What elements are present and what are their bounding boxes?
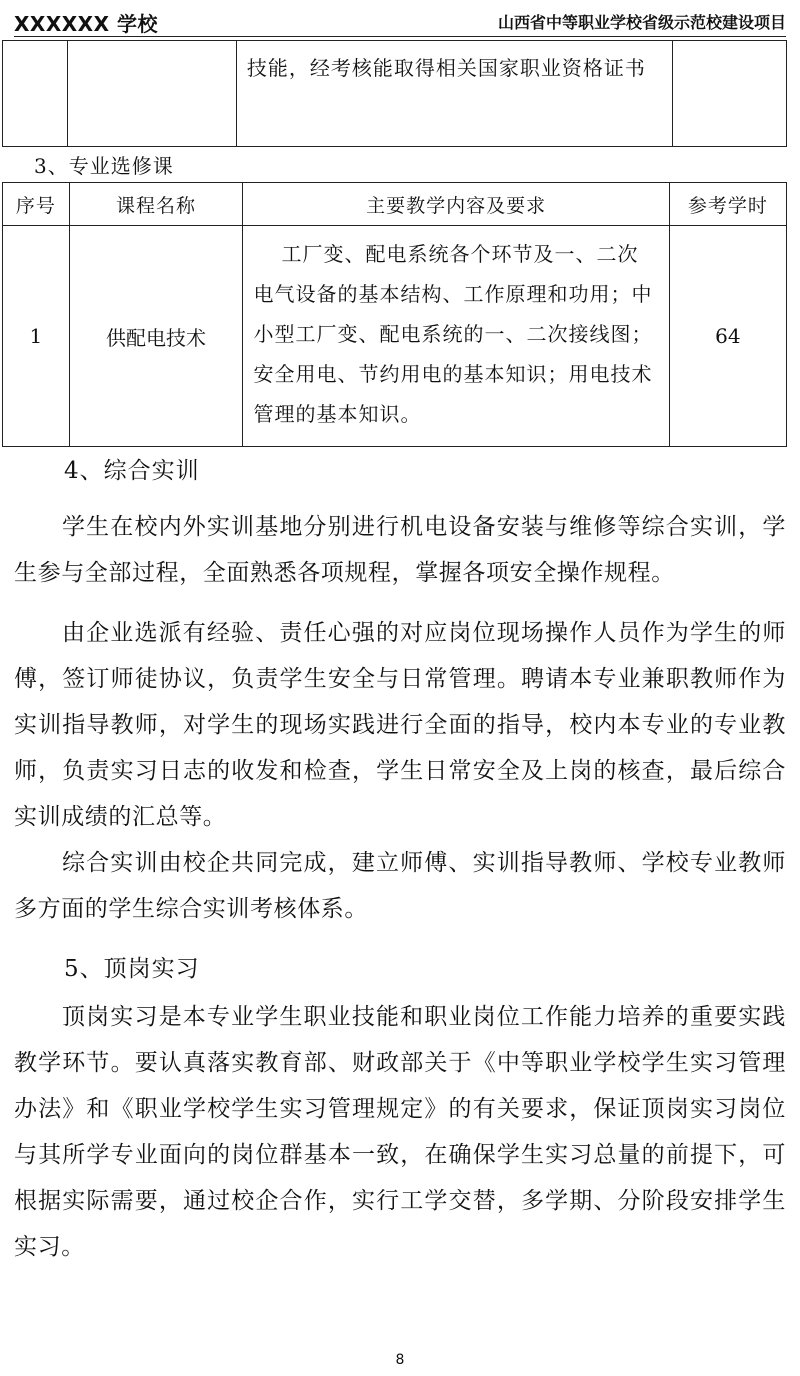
paragraph: 综合实训由校企共同完成，建立师傅、实训指导教师、学校专业教师多方面的学生综合实训考核体系。 (14, 850, 786, 922)
section-4-title: 4、综合实训 (64, 458, 200, 484)
col-header-name: 课程名称 (69, 183, 243, 226)
name-cell: 供配电技术 (69, 226, 243, 447)
index-cell (3, 41, 68, 147)
table-header-row (3, 183, 787, 226)
school-name: XXXXXX 学校 (14, 12, 158, 36)
paragraph: 由企业选派有经验、责任心强的对应岗位现场操作人员作为学生的师傅，签订师徒协议，负责学生安全与日常管理。聘请本专业兼职教师作为实训指导教师，对学生的现场实践进行全面的指导，校内本专业的专业教师，负责实习日志的收发和检查，学生日常安全及上岗的核查，最后综合实训成绩的汇总等。 (14, 620, 786, 830)
continued-course-table (2, 40, 787, 147)
hours-cell (672, 41, 786, 147)
section-5-title: 5、顶岗实习 (64, 956, 200, 982)
col-header-index: 序号 (3, 183, 70, 226)
name-cell (67, 41, 236, 147)
content-text: 工厂变、配电系统各个环节及一、二次电气设备的基本结构、工作原理和功用；中小型工厂变、配电系统的一、二次接线图；安全用电、节约用电的基本知识；用电技术管理的基本知识。 (253, 242, 653, 426)
page-header (14, 6, 786, 37)
hours-cell: 64 (669, 226, 786, 447)
electives-table (2, 182, 787, 447)
page-number: 8 (395, 1352, 405, 1368)
content-cell: 技能，经考核能取得相关国家职业资格证书 (236, 41, 672, 147)
col-header-content: 主要教学内容及要求 (243, 183, 669, 226)
section-3-title: 3、专业选修课 (34, 154, 174, 178)
paragraph: 顶岗实习是本专业学生职业技能和职业岗位工作能力培养的重要实践教学环节。要认真落实教育部、财政部关于《中等职业学校学生实习管理办法》和《职业学校学生实习管理规定》的有关要求，保证顶岗实习岗位与其所学专业面向的岗位群基本一致，在确保学生实习总量的前提下，可根据实际需要，通过校企合作，实行工学交替，多学期、分阶段安排学生实习。 (14, 1004, 786, 1260)
project-title: 山西省中等职业学校省级示范校建设项目 (497, 13, 786, 32)
col-header-hours: 参考学时 (669, 183, 786, 226)
table-row (3, 226, 787, 447)
paragraph: 学生在校内外实训基地分别进行机电设备安装与维修等综合实训，学生参与全部过程，全面熟悉各项规程，掌握各项安全操作规程。 (14, 514, 786, 586)
table-row (3, 41, 787, 147)
content-cell (243, 226, 669, 447)
index-cell: 1 (3, 226, 70, 447)
